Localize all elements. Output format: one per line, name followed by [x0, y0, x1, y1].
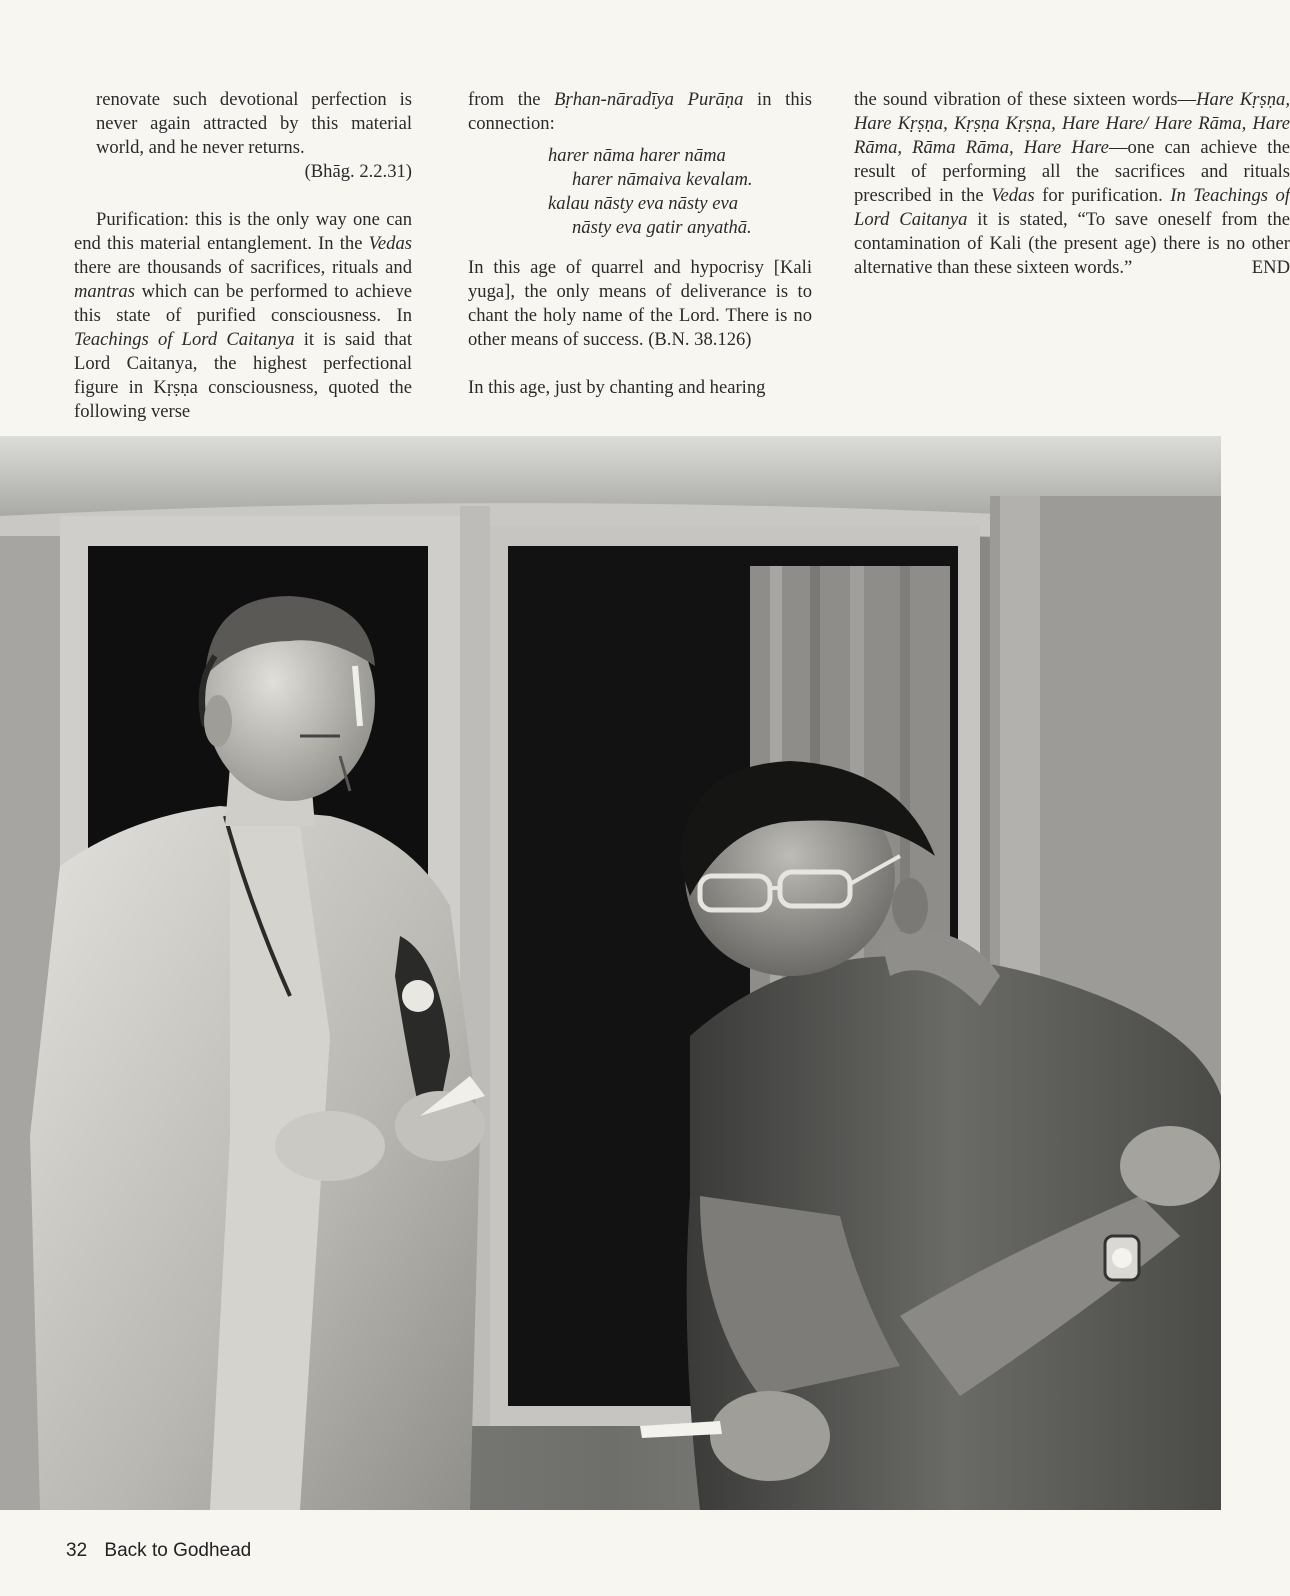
- italic-term: mantras: [74, 281, 135, 302]
- text-run: it is said that Lord Caitanya, the highest perfectional figure in Kṛṣṇa consciousness, quoted the following verse: [74, 329, 412, 422]
- sanskrit-verse: [468, 144, 812, 240]
- citation: (Bhāg. 2.2.31): [304, 161, 412, 182]
- paragraph-text: renovate such devotional perfection is never again attracted by this material world, and he never returns.: [96, 89, 412, 158]
- text-column-3: [854, 88, 1290, 280]
- paragraph-chanting: In this age, just by chanting and hearing: [468, 377, 766, 398]
- end-mark: END: [1251, 257, 1290, 278]
- verse-line: harer nāmaiva kevalam.: [572, 169, 753, 190]
- text-run: in this connection:: [468, 89, 813, 134]
- verse-line: kalau nāsty eva nāsty eva: [548, 193, 739, 214]
- text-column-1: [74, 88, 412, 424]
- book-title: In Teachings of Lord Caitanya: [854, 185, 1290, 230]
- italic-term: Vedas: [368, 233, 412, 254]
- maha-mantra: Hare Kṛṣṇa, Hare Kṛṣṇa, Kṛṣṇa Kṛṣṇa, Hare Hare/ Hare Rāma, Hare Rāma, Rāma Rāma, Hare Hare: [854, 89, 1290, 158]
- text-run: it is stated, “To save oneself from the contamination of Kali (the present age) there is no other alternative than these sixteen words.”: [854, 209, 1290, 278]
- photograph: [0, 436, 1221, 1510]
- text-run: —one can achieve the result of performing all the sacrifices and rituals prescribed in the: [854, 137, 1290, 206]
- article-text: [74, 88, 1290, 428]
- scripture-title: Bṛhan-nāradīya Purāṇa: [554, 89, 744, 110]
- verse-translation: In this age of quarrel and hypocrisy [Kali yuga], the only means of deliverance is to chant the holy name of the Lord. There is no other means of success. (B.N. 38.126): [468, 257, 812, 350]
- paragraph-continued: [74, 88, 412, 160]
- text-run: which can be performed to achieve this state of purified consciousness. In: [74, 281, 412, 326]
- text-run: from the: [468, 89, 555, 110]
- publication-name: Back to Godhead: [104, 1540, 252, 1561]
- italic-term: Vedas: [991, 185, 1035, 206]
- paragraph-purification: [74, 208, 412, 424]
- book-title: Teachings of Lord Caitanya: [74, 329, 295, 350]
- page-number: 32: [66, 1540, 88, 1561]
- verse-line: nāsty eva gatir anyathā.: [572, 217, 752, 238]
- page-footer: [66, 1540, 251, 1562]
- text-run: there are thousands of sacrifices, rituals and: [74, 257, 412, 278]
- paragraph-intro: [468, 88, 812, 136]
- text-run: for purification.: [1034, 185, 1171, 206]
- text-run: the sound vibration of these sixteen words—: [854, 89, 1197, 110]
- verse-line: harer nāma harer nāma: [548, 145, 726, 166]
- text-run: Purification: this is the only way one can end this material entanglement. In the: [74, 209, 412, 254]
- text-column-2: [468, 88, 812, 400]
- paragraph-sound-vibration: [854, 88, 1290, 280]
- photo-illustration: [0, 436, 1221, 1510]
